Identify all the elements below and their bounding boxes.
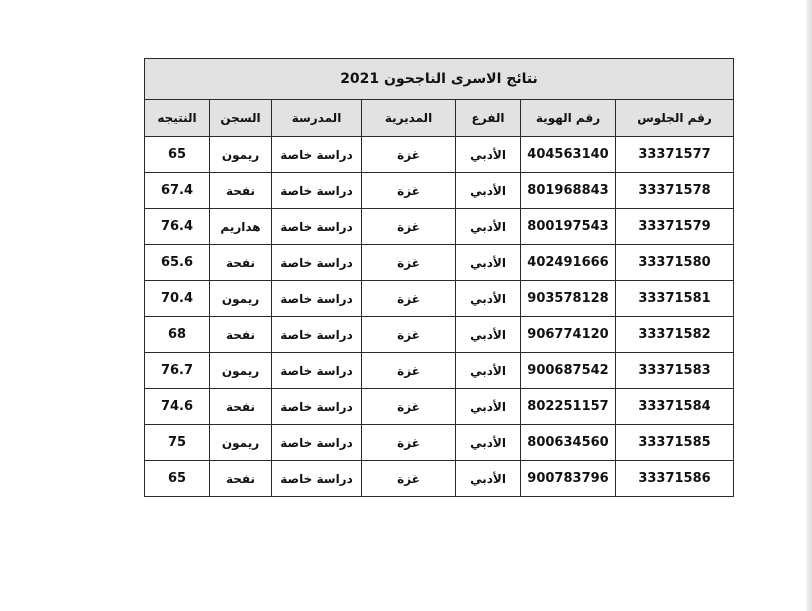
table-row [145, 173, 734, 209]
table-row [145, 209, 734, 245]
cell-seat-number: 33371584 [616, 389, 734, 425]
cell-id-number: 800634560 [521, 425, 616, 461]
table-row [145, 389, 734, 425]
cell-seat-number: 33371580 [616, 245, 734, 281]
cell-branch: الأدبي [456, 389, 521, 425]
cell-prison: نفحة [210, 245, 272, 281]
cell-school: دراسة خاصة [272, 317, 362, 353]
cell-directorate: غزة [362, 137, 456, 173]
cell-directorate: غزة [362, 425, 456, 461]
cell-result: 65.6 [145, 245, 210, 281]
cell-directorate: غزة [362, 173, 456, 209]
cell-result: 75 [145, 425, 210, 461]
cell-branch: الأدبي [456, 137, 521, 173]
cell-prison: نفحة [210, 461, 272, 497]
cell-directorate: غزة [362, 209, 456, 245]
table-row [145, 137, 734, 173]
cell-branch: الأدبي [456, 173, 521, 209]
cell-id-number: 900687542 [521, 353, 616, 389]
cell-prison: ريمون [210, 425, 272, 461]
cell-prison: هداريم [210, 209, 272, 245]
cell-branch: الأدبي [456, 245, 521, 281]
table-header-row [145, 100, 734, 137]
table-title: نتائج الاسرى الناجحون 2021 [145, 59, 734, 100]
table-title-row [145, 59, 734, 100]
cell-result: 74.6 [145, 389, 210, 425]
cell-directorate: غزة [362, 317, 456, 353]
cell-school: دراسة خاصة [272, 389, 362, 425]
cell-school: دراسة خاصة [272, 245, 362, 281]
cell-id-number: 404563140 [521, 137, 616, 173]
cell-prison: ريمون [210, 137, 272, 173]
cell-directorate: غزة [362, 389, 456, 425]
header-result: النتيجه [145, 100, 210, 137]
cell-branch: الأدبي [456, 209, 521, 245]
cell-seat-number: 33371579 [616, 209, 734, 245]
cell-branch: الأدبي [456, 317, 521, 353]
cell-prison: نفحة [210, 389, 272, 425]
cell-id-number: 802251157 [521, 389, 616, 425]
table-row [145, 281, 734, 317]
cell-id-number: 801968843 [521, 173, 616, 209]
page-edge [806, 0, 812, 611]
cell-id-number: 903578128 [521, 281, 616, 317]
cell-branch: الأدبي [456, 461, 521, 497]
cell-result: 65 [145, 137, 210, 173]
cell-seat-number: 33371577 [616, 137, 734, 173]
cell-seat-number: 33371586 [616, 461, 734, 497]
header-seat-number: رقم الجلوس [616, 100, 734, 137]
header-branch: الفرع [456, 100, 521, 137]
cell-directorate: غزة [362, 353, 456, 389]
header-school: المدرسة [272, 100, 362, 137]
cell-school: دراسة خاصة [272, 425, 362, 461]
cell-school: دراسة خاصة [272, 461, 362, 497]
cell-id-number: 800197543 [521, 209, 616, 245]
cell-school: دراسة خاصة [272, 353, 362, 389]
cell-seat-number: 33371583 [616, 353, 734, 389]
table-row [145, 317, 734, 353]
header-directorate: المديرية [362, 100, 456, 137]
cell-id-number: 402491666 [521, 245, 616, 281]
cell-directorate: غزة [362, 281, 456, 317]
header-id-number: رقم الهوية [521, 100, 616, 137]
cell-school: دراسة خاصة [272, 137, 362, 173]
table-body [145, 137, 734, 497]
cell-school: دراسة خاصة [272, 173, 362, 209]
cell-result: 67.4 [145, 173, 210, 209]
cell-directorate: غزة [362, 245, 456, 281]
cell-prison: ريمون [210, 281, 272, 317]
cell-seat-number: 33371581 [616, 281, 734, 317]
cell-seat-number: 33371582 [616, 317, 734, 353]
cell-result: 70.4 [145, 281, 210, 317]
header-prison: السجن [210, 100, 272, 137]
table-row [145, 353, 734, 389]
results-table [144, 58, 734, 497]
cell-seat-number: 33371585 [616, 425, 734, 461]
table-row [145, 245, 734, 281]
cell-prison: نفحة [210, 317, 272, 353]
cell-prison: نفحة [210, 173, 272, 209]
cell-seat-number: 33371578 [616, 173, 734, 209]
cell-result: 76.4 [145, 209, 210, 245]
cell-directorate: غزة [362, 461, 456, 497]
cell-id-number: 906774120 [521, 317, 616, 353]
cell-branch: الأدبي [456, 353, 521, 389]
cell-result: 65 [145, 461, 210, 497]
cell-id-number: 900783796 [521, 461, 616, 497]
cell-school: دراسة خاصة [272, 281, 362, 317]
table-row [145, 461, 734, 497]
cell-result: 76.7 [145, 353, 210, 389]
table-row [145, 425, 734, 461]
cell-branch: الأدبي [456, 425, 521, 461]
cell-result: 68 [145, 317, 210, 353]
cell-prison: ريمون [210, 353, 272, 389]
cell-school: دراسة خاصة [272, 209, 362, 245]
cell-branch: الأدبي [456, 281, 521, 317]
